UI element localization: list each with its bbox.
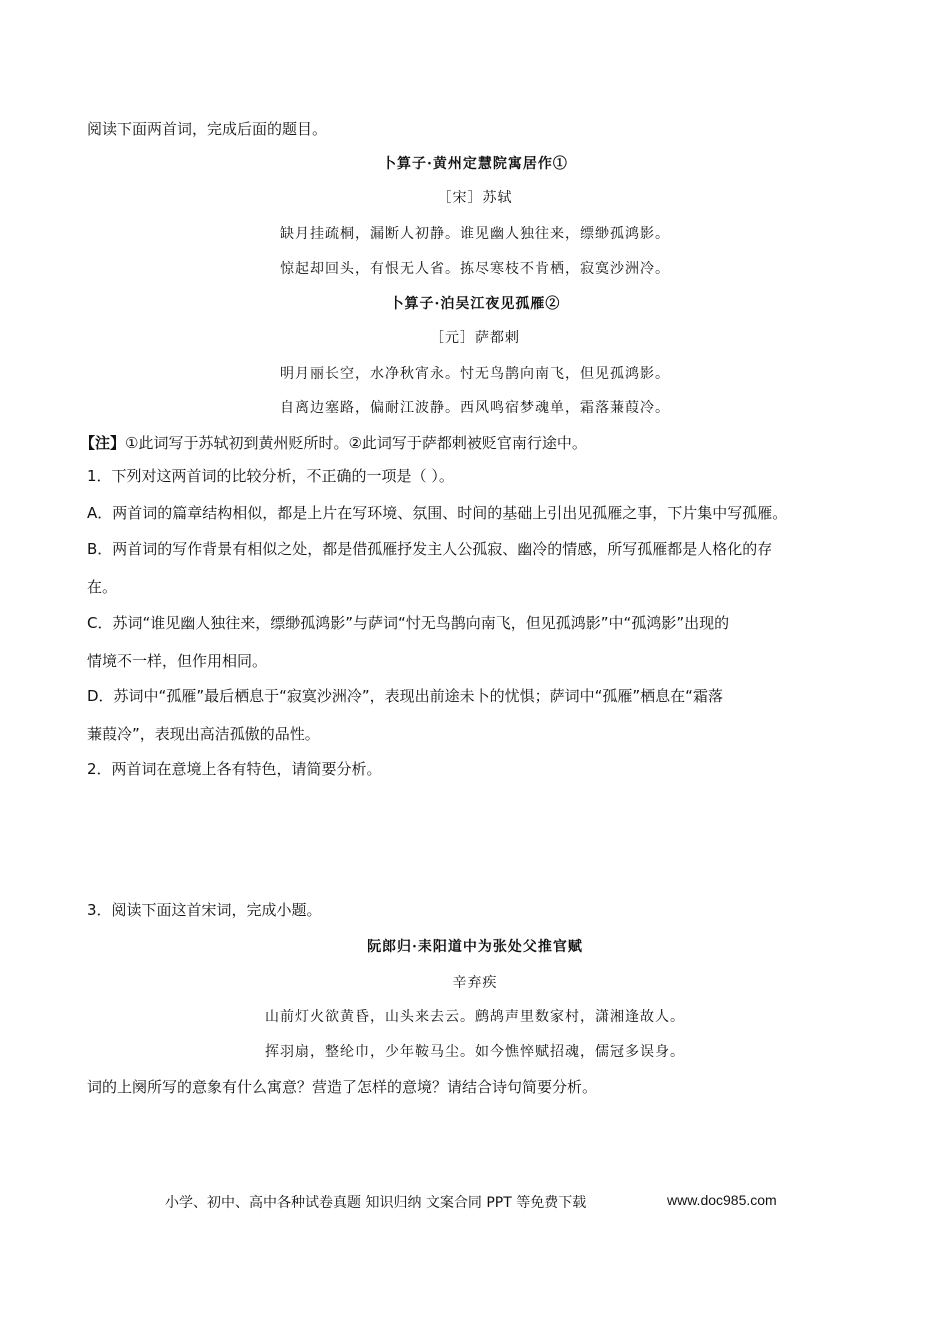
q1-option-b-line-2: 在。 (87, 578, 118, 596)
q1-option-b-line-1: B．两首词的写作背景有相似之处，都是借孤雁抒发主人公孤寂、幽冷的情感，所写孤雁都是人格化的存 (87, 540, 773, 558)
q3-stem: 3．阅读下面这首宋词，完成小题。 (87, 901, 322, 919)
footer-url[interactable]: www.doc985.com (667, 1192, 777, 1208)
poem2-line-1: 明月丽长空，水净秋宵永。忖无鸟鹊向南飞，但见孤鸿影。 (280, 366, 670, 382)
note (80, 433, 587, 453)
q2-stem: 2．两首词在意境上各有特色，请简要分析。 (87, 760, 382, 778)
q1-option-d-line-1: D．苏词中“孤雁”最后栖息于“寂寞沙洲冷”，表现出前途未卜的忧惧；萨词中“孤雁”栖息在“霜落 (87, 687, 723, 705)
q1-stem: 1．下列对这两首词的比较分析，不正确的一项是（ ）。 (87, 467, 454, 485)
q3-poem-line-1: 山前灯火欲黄昏，山头来去云。鹧鸪声里数家村，潇湘逢故人。 (265, 1009, 685, 1025)
poem2-author: ［元］萨都剌 (430, 330, 520, 346)
footer-text: 小学、初中、高中各种试卷真题 知识归纳 文案合同 PPT 等免费下载 (165, 1195, 587, 1211)
poem1-line-1: 缺月挂疏桐，漏断人初静。谁见幽人独往来，缥缈孤鸿影。 (280, 226, 670, 242)
poem1-author: ［宋］苏轼 (437, 190, 513, 206)
q1-option-d-line-2: 蒹葭冷”，表现出高洁孤傲的品性。 (87, 725, 320, 743)
q3-poem-author: 辛弃疾 (452, 975, 498, 991)
poem1-title: 卜算子·黄州定慧院寓居作① (382, 156, 568, 172)
q3-poem-title: 阮郎归·耒阳道中为张处父推官赋 (367, 939, 583, 955)
note-label: 【注】 (80, 434, 126, 452)
q1-option-c-line-1: C．苏词“谁见幽人独往来，缥缈孤鸿影”与萨词“忖无鸟鹊向南飞，但见孤鸿影”中“孤鸿影”出现的 (87, 614, 730, 632)
q3-poem-line-2: 挥羽扇，整纶巾，少年鞍马尘。如今憔悴赋招魂，儒冠多误身。 (265, 1044, 685, 1060)
poem1-line-2: 惊起却回头，有恨无人省。拣尽寒枝不肯栖，寂寞沙洲冷。 (280, 261, 670, 277)
note-text: ①此词写于苏轼初到黄州贬所时。②此词写于萨都剌被贬官南行途中。 (125, 434, 587, 452)
poem2-title: 卜算子·泊吴江夜见孤雁② (389, 296, 561, 312)
q3-question: 词的上阕所写的意象有什么寓意？营造了怎样的意境？请结合诗句简要分析。 (87, 1078, 598, 1096)
q1-option-a: A．两首词的篇章结构相似，都是上片在写环境、氛围、时间的基础上引出见孤雁之事，下片集中写孤雁。 (87, 504, 788, 522)
poem2-line-2: 自离边塞路，偏耐江波静。西风鸣宿梦魂单，霜落蒹葭冷。 (280, 400, 670, 416)
q1-option-c-line-2: 情境不一样，但作用相同。 (87, 652, 268, 670)
intro-text: 阅读下面两首词，完成后面的题目。 (87, 120, 328, 138)
